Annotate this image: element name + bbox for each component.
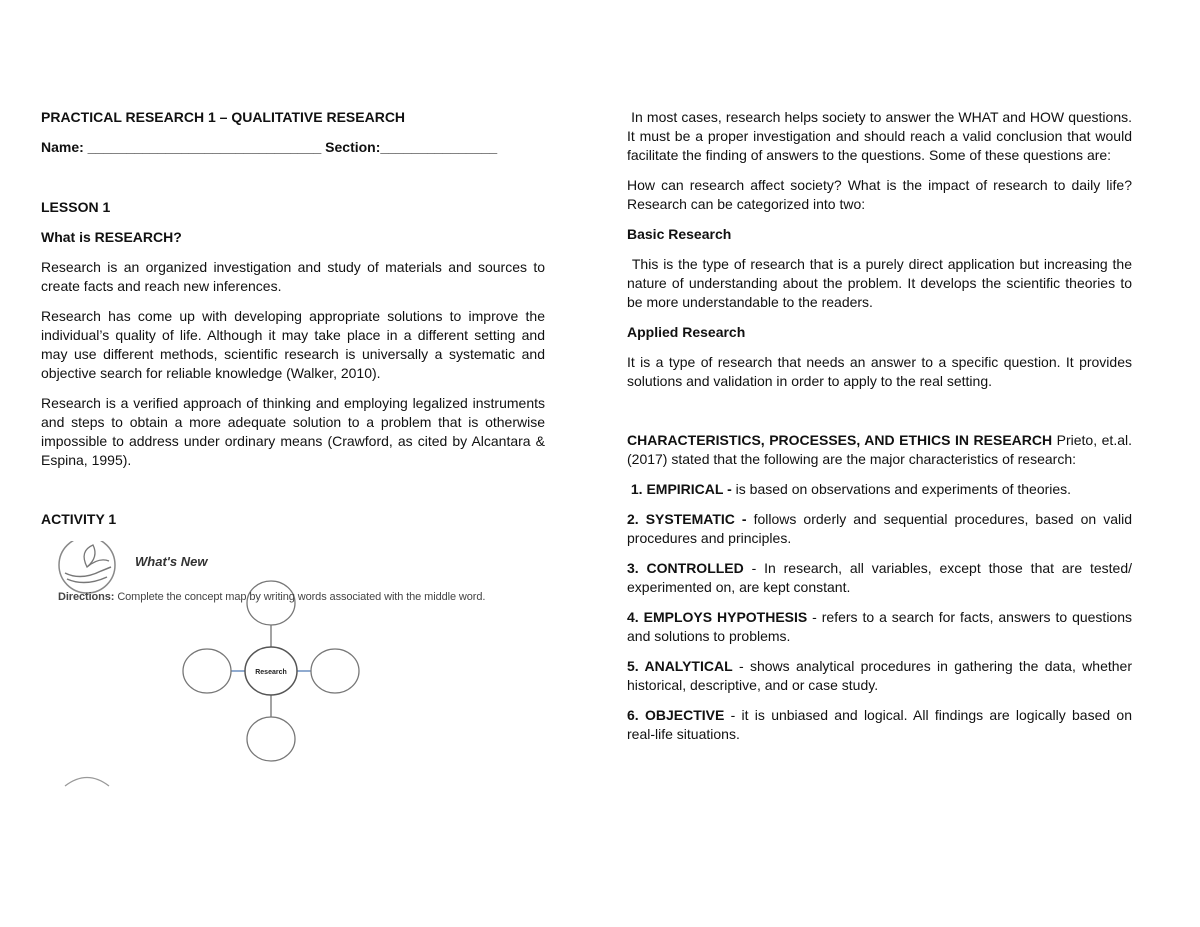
paragraph-definition: Research is an organized investigation and study of materials and sources to create facts and reach new inferences. [41,259,545,294]
applied-research-paragraph: It is a type of research that needs an answer to a specific question. It provides solutions and validation in order to apply to the real setting. [627,354,1132,389]
intro-paragraph [627,108,1132,165]
center-word: Research [255,669,287,676]
characteristics-heading: CHARACTERISTICS, PROCESSES, AND ETHICS IN RESEARCH [627,432,1053,448]
item-text: - shows analytical procedures in gathering the data, whether historical, descriptive, and or case study. [627,658,1132,693]
right-bubble [311,649,359,693]
directions-text: Complete the concept map by writing words associated with the middle word. [114,591,486,603]
concept-map [41,541,545,791]
paragraph-solutions: Research has come up with developing appropriate solutions to improve the individual’s quality of life. Although it may take place in a different setting and may use different methods, scientific research is universally a systematic and objective search for reliable knowledge (Walker, 2010). [41,308,545,381]
directions-label: Directions: [58,591,115,603]
characteristics-paragraph [627,431,1132,469]
item-text: - In research, all variables, except those that are tested/ experimented on, are kept constant. [627,560,1132,595]
document-title: PRACTICAL RESEARCH 1 – QUALITATIVE RESEARCH [41,109,406,125]
right-column [627,108,1132,755]
left-bubble [183,649,231,693]
partial-icon [65,778,109,787]
basic-research-text: This is the type of research that is a purely direct application but increasing the nature of understanding about the problem. It develops the scientific theories to be more understandable to the readers. [627,256,1132,310]
characteristics-intro: Prieto, et.al. (2017) stated that the following are the major characteristics of research: [627,432,1133,467]
item-text: - it is unbiased and logical. All findings are logically based on real-life situations. [627,707,1132,742]
list-item [627,559,1132,597]
basic-research-heading: Basic Research [627,226,732,242]
lesson-heading: LESSON 1 [41,199,111,215]
what-is-research-heading: What is RESEARCH? [41,229,182,245]
item-label: 3. CONTROLLED [627,560,744,576]
item-text: - refers to a search for facts, answers to questions and solutions to problems. [627,609,1132,644]
list-item [627,608,1132,646]
list-item [627,657,1132,695]
item-text: is based on observations and experiments of theories. [731,481,1072,497]
item-label: 4. EMPLOYS HYPOTHESIS [627,609,808,625]
name-section-line: Name: ______________________________ Section:_______________ [41,139,498,155]
list-item [627,480,1132,499]
applied-research-heading: Applied Research [627,324,746,340]
item-label: 1. EMPIRICAL - [630,481,732,497]
item-label: 5. ANALYTICAL [627,658,733,674]
item-label: 2. SYSTEMATIC - [627,511,747,527]
item-text: follows orderly and sequential procedures, based on valid procedures and principles. [627,511,1132,546]
intro-text: In most cases, research helps society to answer the WHAT and HOW questions. It must be a proper investigation and should reach a valid conclusion that would facilitate the finding of answers to the questions. Some of these questions are: [627,109,1133,163]
item-label: 6. OBJECTIVE [627,707,725,723]
activity-image [41,541,545,791]
left-column [41,108,545,791]
questions-paragraph: How can research affect society? What is the impact of research to daily life? Research can be categorized into two: [627,177,1132,212]
directions-line [58,588,485,607]
characteristics-list [627,480,1132,744]
paragraph-verified-approach: Research is a verified approach of thinking and employing legalized instruments and steps to obtain a more adequate solution to a problem that is otherwise impossible to address under ordinary means (Crawford, as cited by Alcantara & Espina, 1995). [41,395,545,468]
activity-heading: ACTIVITY 1 [41,511,117,527]
whats-new-label: What's New [135,554,208,569]
list-item [627,706,1132,744]
basic-research-paragraph [627,255,1132,312]
list-item [627,510,1132,548]
hand-plant-icon [59,541,115,593]
bottom-bubble [247,717,295,761]
